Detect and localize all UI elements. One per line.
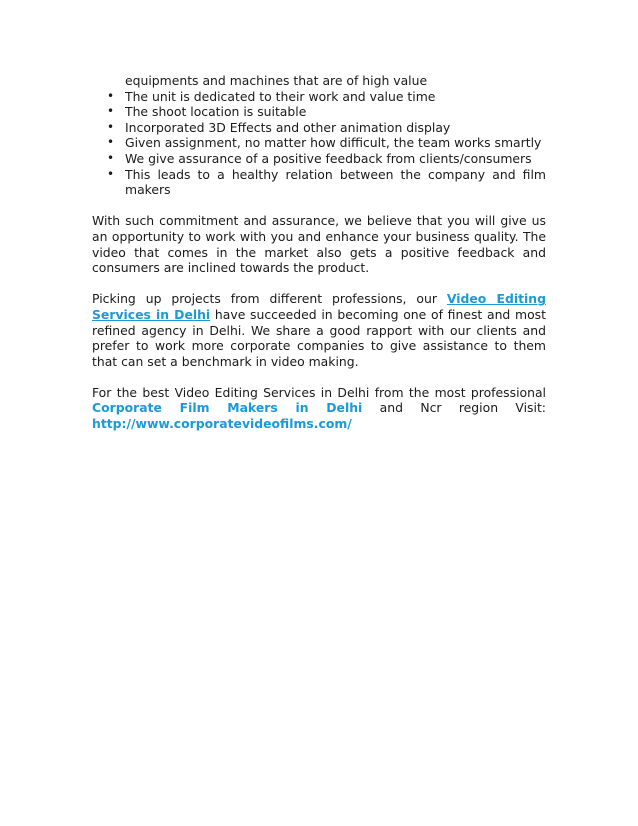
paragraph-text: and Ncr region Visit: — [362, 400, 546, 416]
commitment-paragraph: With such commitment and assurance, we believe that you will give us an opportunity to work with you and enhance your business quality. The video that comes in the market also gets a positive feedback and consumers are inclined towards the product. — [92, 213, 546, 276]
paragraph-text: Picking up projects from different professions, our — [92, 291, 447, 307]
list-item: • We give assurance of a positive feedback from clients/consumers — [92, 151, 546, 167]
list-item: equipments and machines that are of high value — [125, 73, 428, 88]
corporate-film-makers-link[interactable]: Corporate Film Makers in Delhi — [92, 400, 363, 416]
feature-list — [92, 73, 546, 198]
list-item: • Incorporated 3D Effects and other animation display — [92, 120, 546, 136]
paragraph-text: For the best Video Editing Services in Delhi from the most professional — [92, 384, 546, 400]
list-item: • This leads to a healthy relation between the company and film makers — [92, 167, 546, 198]
video-editing-services-link[interactable]: Video Editing Services in Delhi — [92, 291, 546, 322]
list-item: • The shoot location is suitable — [92, 104, 546, 120]
list-item: • The unit is dedicated to their work and value time — [92, 89, 546, 105]
projects-paragraph — [92, 291, 546, 369]
document-page — [92, 73, 546, 432]
list-item: • Given assignment, no matter how difficult, the team works smartly — [92, 135, 546, 151]
paragraph-text: have succeeded in becoming one of finest and most refined agency in Delhi. We share a good rapport with our clients and prefer to work more corporate companies to give assistance to them that can set a benchmark in video making. — [92, 306, 546, 369]
contact-paragraph — [92, 385, 546, 432]
website-url-link[interactable]: http://www.corporatevideofilms.com/ — [92, 416, 352, 432]
